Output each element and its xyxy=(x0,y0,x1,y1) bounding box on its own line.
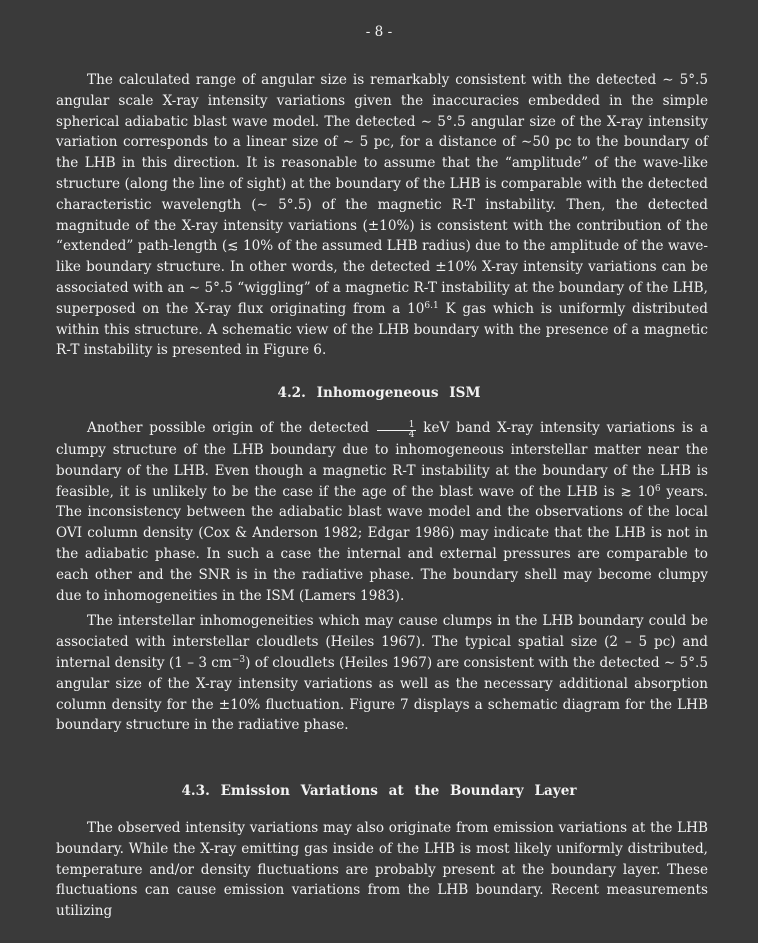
fraction xyxy=(377,421,416,440)
fraction-denominator: 4 xyxy=(408,430,415,440)
superscript: −3 xyxy=(231,654,246,665)
section-4-3-text xyxy=(56,818,708,922)
text: keV band X-ray intensity variations is a clumpy structure of the LHB boundary due to inhomogeneous interstellar matter near the boundary of the LHB. Even though a magnetic R-T instability at the boundary of the LHB is feasible, it is unlikely to be the case if the age of the blast wave of the LHB is ≳ 10 xyxy=(56,420,708,500)
superscript: 6.1 xyxy=(424,300,439,311)
section-4-1-text xyxy=(56,70,708,361)
page-number: - 8 - xyxy=(365,24,393,40)
text: The interstellar inhomogeneities which may cause clumps in the LHB boundary could be associated with interstellar cloudlets (Heiles 1967). The typical spatial size (2 – 5 pc) and internal density (1 – 3 cm xyxy=(56,613,708,671)
paragraph: The calculated range of angular size is remarkably consistent with the detected ∼ 5°.5 angular scale X-ray intensity variations given the inaccuracies embedded in the simple spherical adiabatic blast wave model. The detected ∼ 5°.5 angular size of the X-ray intensity variation corresponds to a linear size of ∼ 5 pc, for a distance of ∼50 pc to the boundary of the LHB in this direction. It is reasonable to assume that the “amplitude” of the wave-like structure (along the line of sight) at the boundary of the LHB is comparable with the detected characteristic wavelength (∼ 5°.5) of the magnetic R-T instability. Then, the detected magnitude of the X-ray intensity variations (±10%) is consistent with the contribution of the “extended” path-length (≲ 10% of the assumed LHB radius) due to the amplitude of the wave-like boundary structure. In other words, the detected ±10% X-ray intensity variations can be associated with an ∼ 5°.5 “wiggling” of a magnetic R-T instability at the boundary of the LHB, superposed on the X-ray flux originating from a $10^{6.1}$ K gas which is uniformly distributed within this structure. A schematic view of the LHB boundary with the presence of a magnetic R-T instability is presented in Figure 6. xyxy=(56,72,708,359)
fraction-numerator: 1 xyxy=(377,421,416,431)
text: ) of cloudlets (Heiles 1967) are consistent with the detected ∼ 5°.5 angular size of the X-ray intensity variations as well as the necessary additional absorption column density for the ±10% fluctuation. Figure 7 displays a schematic diagram for the LHB boundary structure in the radiative phase. xyxy=(56,654,708,734)
section-4-2-text xyxy=(56,418,708,736)
paragraph: The observed intensity variations may also originate from emission variations at the LHB boundary. While the X-ray emitting gas inside of the LHB is most likely uniformly distributed, temperature and/or density fluctuations are probably present at the boundary layer. These fluctuations can cause emission variations from the LHB boundary. Recent measurements utilizing xyxy=(56,820,708,920)
paragraph xyxy=(56,611,708,736)
section-heading-4-2: 4.2. Inhomogeneous ISM xyxy=(277,385,481,401)
section-heading-4-3: 4.3. Emission Variations at the Boundary Layer xyxy=(181,783,577,799)
text: Another possible origin of the detected xyxy=(87,420,369,436)
paragraph xyxy=(56,418,708,606)
superscript: 6 xyxy=(654,483,661,494)
text: years. The inconsistency between the adiabatic blast wave model and the observations of the local OVI column density (Cox & Anderson 1982; Edgar 1986) may indicate that the LHB is not in the adiabatic phase. In such a case the internal and external pressures are comparable to each other and the SNR is in the radiative phase. The boundary shell may become clumpy due to inhomogeneities in the ISM (Lamers 1983). xyxy=(56,483,708,604)
